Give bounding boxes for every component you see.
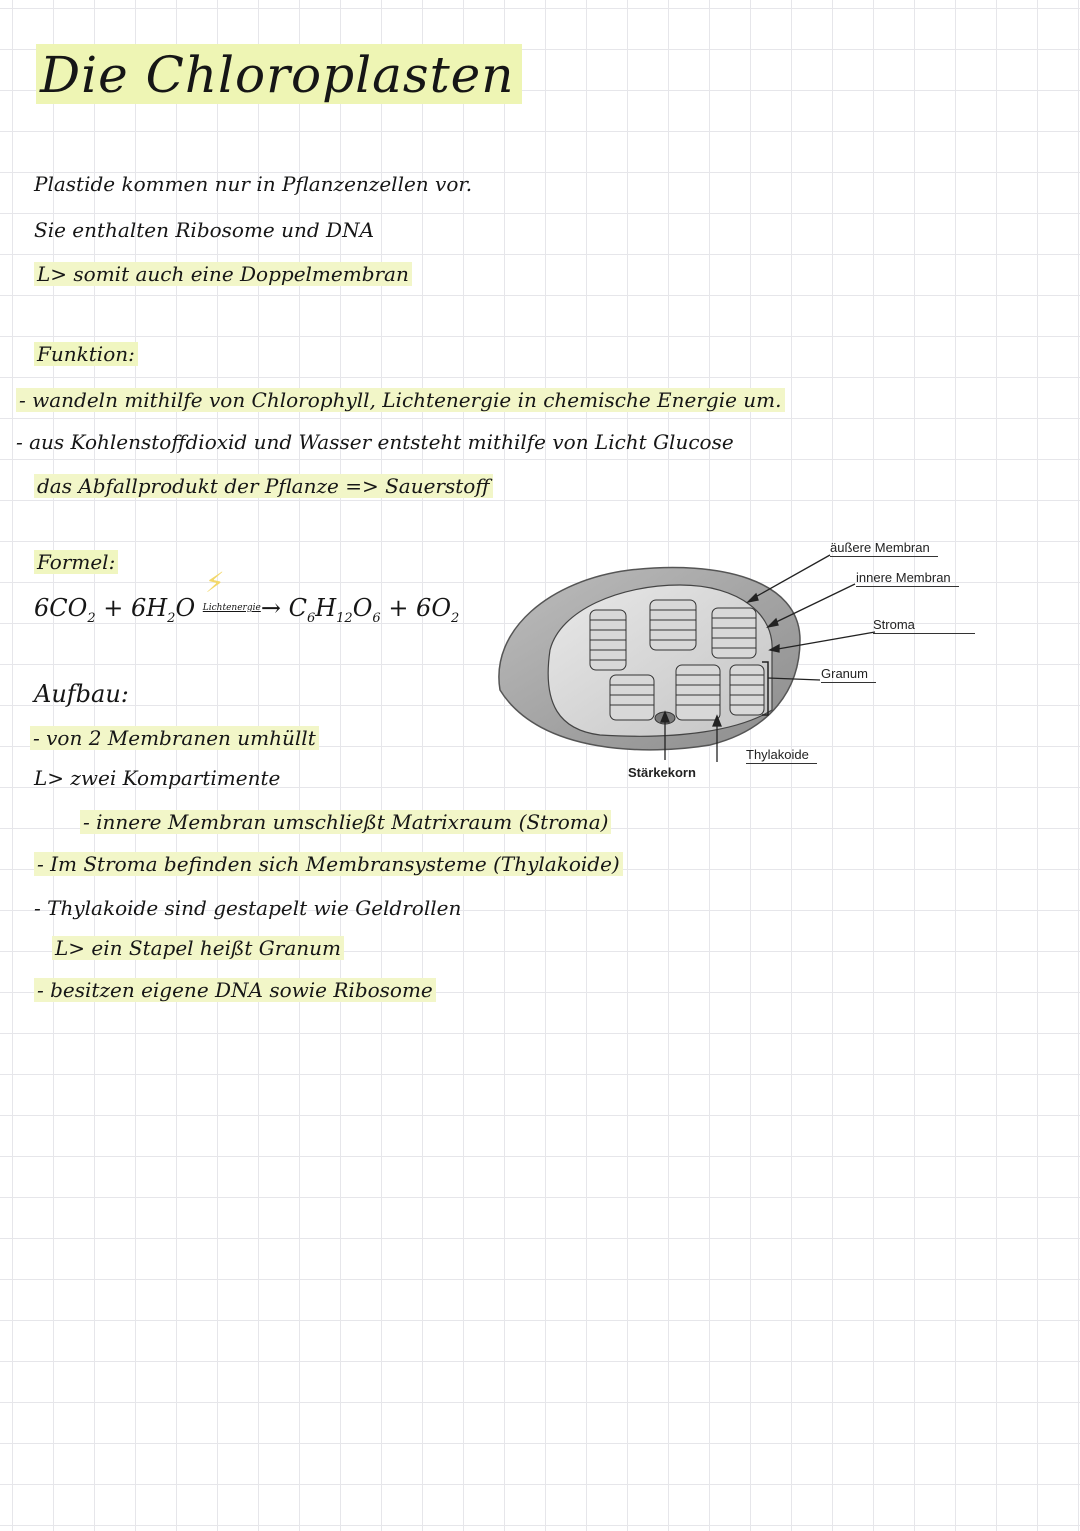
label-outer-membrane: äußere Membran bbox=[830, 540, 938, 555]
aufbau-line-4: - Im Stroma befinden sich Membransysteme (Thylakoide) bbox=[34, 852, 623, 876]
lightning-icon: ⚡ bbox=[205, 566, 225, 599]
intro-line-3: L> somit auch eine Doppelmembran bbox=[34, 262, 412, 286]
funktion-line-2: - aus Kohlenstoffdioxid und Wasser entsteht mithilfe von Licht Glucose bbox=[16, 430, 734, 454]
label-inner-membrane: innere Membran bbox=[856, 570, 959, 585]
label-stroma: Stroma bbox=[873, 617, 975, 632]
funktion-line-3: das Abfallprodukt der Pflanze => Sauerstoff bbox=[34, 474, 493, 498]
funktion-heading: Funktion: bbox=[34, 342, 138, 366]
aufbau-line-3: - innere Membran umschließt Matrixraum (Stroma) bbox=[80, 810, 611, 834]
photosynthesis-formula: $6CO_2 + 6H_2O$ $^{Lichtenergie}\to C_6H_{12}O_6 + 6O_2$ bbox=[34, 594, 460, 626]
page-title: Die Chloroplasten bbox=[36, 46, 522, 104]
intro-line-2: Sie enthalten Ribosome und DNA bbox=[34, 218, 375, 242]
reaction-arrow: → bbox=[260, 594, 281, 622]
arrow-label: Lichtenergie bbox=[202, 603, 261, 613]
aufbau-line-1: - von 2 Membranen umhüllt bbox=[30, 726, 319, 750]
label-granum: Granum bbox=[821, 666, 876, 681]
intro-line-1: Plastide kommen nur in Pflanzenzellen vor. bbox=[34, 172, 473, 196]
aufbau-line-6: L> ein Stapel heißt Granum bbox=[52, 936, 344, 960]
aufbau-line-7: - besitzen eigene DNA sowie Ribosome bbox=[34, 978, 436, 1002]
aufbau-heading: Aufbau: bbox=[34, 680, 129, 708]
label-starch-grain: Stärkekorn bbox=[628, 765, 696, 780]
label-thylakoide: Thylakoide bbox=[746, 747, 817, 762]
funktion-line-1: - wandeln mithilfe von Chlorophyll, Lichtenergie in chemische Energie um. bbox=[16, 388, 785, 412]
aufbau-line-5: - Thylakoide sind gestapelt wie Geldrollen bbox=[34, 896, 462, 920]
formel-heading: Formel: bbox=[34, 550, 118, 574]
aufbau-line-2: L> zwei Kompartimente bbox=[34, 766, 281, 790]
